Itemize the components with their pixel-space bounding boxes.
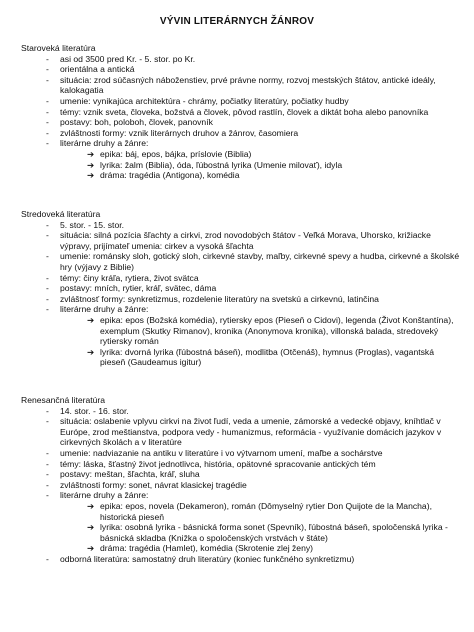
section-stredoveka [21, 209, 461, 368]
list-item-label: literárne druhy a žánre: [60, 138, 149, 149]
list-item [46, 138, 461, 180]
genre-list [60, 149, 461, 181]
genre-item [87, 543, 461, 554]
list-item [46, 490, 461, 554]
list-item-label: literárne druhy a žánre: [60, 304, 149, 315]
genre-text: dráma: tragédia (Hamlet), komédia (Skrotenie zlej ženy) [100, 543, 314, 554]
genre-text: epika: epos (Božská komédia), rytiersky epos (Pieseň o Cidovi), legenda (Život Konštantína), exemplum (Skutky Rimanov), kronika (Anonymova kronika), villonská balada, stredoveký rytiersky román [100, 314, 454, 347]
arrow-icon: ➔ [87, 159, 95, 170]
genre-list [60, 501, 461, 554]
genre-list [60, 315, 461, 368]
section-staroveka [21, 43, 461, 181]
genre-text: lyrika: dvorná lyrika (ľúbostná báseň), modlitba (Otčenáš), hymnus (Proglas), vagantská pieseň (Gaudeamus igitur) [100, 346, 434, 368]
list-item: - zvláštnosti formy: sonet, návrat klasickej tragédie [46, 480, 461, 491]
list-item: - 5. stor. - 15. stor. [46, 220, 461, 231]
section-list [21, 54, 461, 181]
arrow-icon: ➔ [87, 148, 95, 159]
section-list [21, 406, 461, 565]
list-item: - situácia: oslabenie vplyvu cirkvi na život ľudí, veda a umenie, zámorské a vedecké objavy, kníhtlač v Európe, zrod meštianstva, podpora vedy - humanizmus, reformácia - využívanie domácich jazykov v cirkevných školách a v literatúre [46, 416, 461, 448]
genre-text: epika: epos, novela (Dekameron), román (Dômyselný rytier Don Quijote de la Mancha), historická pieseň [100, 500, 432, 522]
section-renesancna [21, 395, 461, 565]
genre-item [87, 501, 461, 522]
list-item: - témy: láska, šťastný život jednotlivca, história, opätovné spracovanie antických tém [46, 459, 461, 470]
list-item: - situácia: zrod súčasných náboženstiev, prvé právne normy, rozvoj mestských štátov, antické ideály, kalokagatia [46, 75, 461, 96]
section-heading: Staroveká literatúra [21, 43, 96, 53]
list-item: - zvláštnosti formy: vznik literárnych druhov a žánrov, časomiera [46, 128, 461, 139]
list-item: - asi od 3500 pred Kr. - 5. stor. po Kr. [46, 54, 461, 65]
genre-text: lyrika: žalm (Biblia), óda, ľúbostná lyrika (Umenie milovať), idyla [100, 159, 343, 170]
genre-text: epika: báj, epos, bájka, príslovie (Biblia) [100, 148, 252, 159]
genre-item [87, 347, 461, 368]
genre-item [87, 522, 461, 543]
list-item: - odborná literatúra: samostatný druh literatúry (koniec funkčného synkretizmu) [46, 554, 461, 565]
document-title: VÝVIN LITERÁRNYCH ŽÁNROV [159, 16, 315, 27]
section-heading: Renesančná literatúra [21, 395, 106, 405]
list-item [46, 304, 461, 368]
list-item: - orientálna a antická [46, 64, 461, 75]
list-item: - postavy: meštan, šľachta, kráľ, sluha [46, 469, 461, 480]
genre-text: lyrika: osobná lyrika - básnická forma sonet (Spevník), ľúbostná báseň, spoločenská lyrika - básnická skladba (Knižka o spoločenských vrstvách v štáte) [100, 522, 448, 543]
arrow-icon: ➔ [87, 543, 95, 554]
section-heading: Stredoveká literatúra [21, 209, 101, 219]
arrow-icon: ➔ [87, 522, 95, 533]
arrow-icon: ➔ [87, 170, 95, 181]
list-item: - situácia: silná pozícia šľachty a cirkvi, zrod novodobých štátov - Veľká Morava, Uhorsko, križiacke výpravy, prijímateľ umenia: cirkev a vysoká šľachta [46, 230, 461, 251]
list-item: - umenie: vynikajúca architektúra - chrámy, počiatky literatúry, počiatky hudby [46, 96, 461, 107]
list-item: - umenie: nadviazanie na antiku v literatúre i vo výtvarnom umení, maľbe a sochárstve [46, 448, 461, 459]
genre-item [87, 160, 461, 171]
section-list [21, 220, 461, 368]
genre-item [87, 149, 461, 160]
genre-text: dráma: tragédia (Antigona), komédia [100, 170, 240, 181]
list-item: - zvláštnosť formy: synkretizmus, rozdelenie literatúry na svetskú a cirkevnú, latinčina [46, 294, 461, 305]
arrow-icon: ➔ [87, 314, 95, 325]
genre-item [87, 170, 461, 181]
list-item: - témy: činy kráľa, rytiera, život svätca [46, 273, 461, 284]
list-item: - umenie: románsky sloh, gotický sloh, cirkevné stavby, maľby, cirkevné spevy a hudba, cirkevné a školské hry (výjavy z Biblie) [46, 251, 461, 272]
list-item: - postavy: boh, poloboh, človek, panovník [46, 117, 461, 128]
arrow-icon: ➔ [87, 500, 95, 511]
list-item: - témy: vznik sveta, človeka, božstvá a človek, pôvod rastlín, človek a diktát boha alebo panovníka [46, 107, 461, 118]
list-item: - postavy: mních, rytier, kráľ, svätec, dáma [46, 283, 461, 294]
list-item: - 14. stor. - 16. stor. [46, 406, 461, 417]
list-item-label: literárne druhy a žánre: [60, 490, 149, 501]
arrow-icon: ➔ [87, 346, 95, 357]
genre-item [87, 315, 461, 347]
